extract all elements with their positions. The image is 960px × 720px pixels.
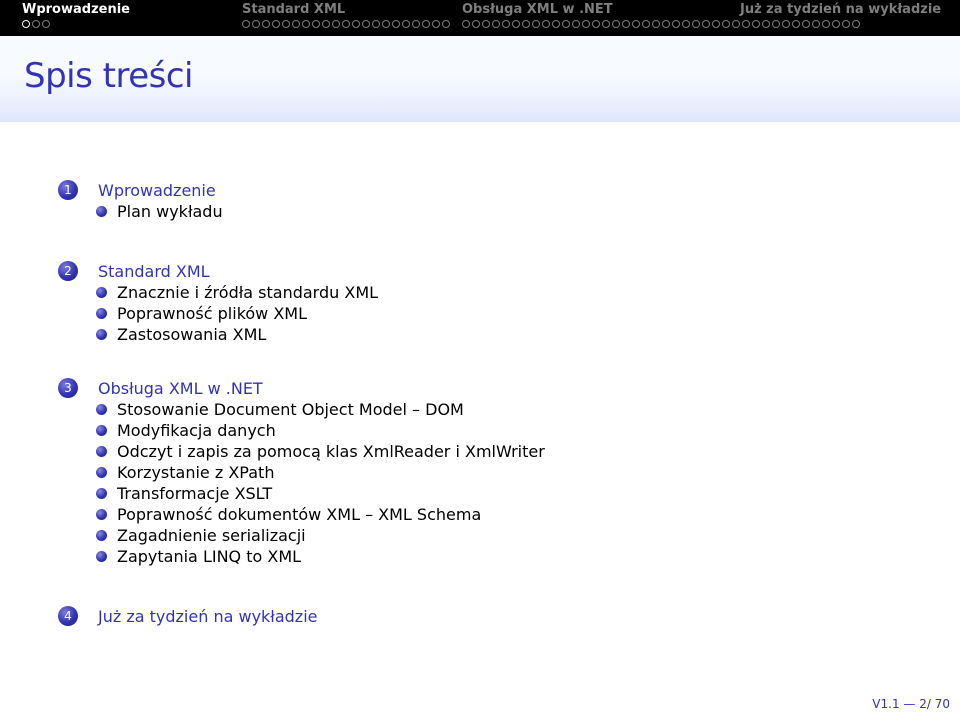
version-label: V1.1 (872, 697, 900, 711)
frame-dot[interactable] (622, 20, 630, 28)
slide-footer (872, 697, 950, 711)
toc-subsection-label[interactable]: Korzystanie z XPath (117, 463, 275, 482)
toc-section-3 (58, 377, 545, 567)
bullet-icon (96, 425, 107, 436)
toc-subsection-item[interactable] (96, 282, 378, 303)
frame-dot[interactable] (702, 20, 710, 28)
toc-section-heading[interactable] (58, 605, 318, 627)
section-navigation-bar (0, 0, 960, 36)
toc-section-1 (58, 179, 223, 222)
section-number-badge: 1 (58, 180, 78, 200)
frame-dot[interactable] (732, 20, 740, 28)
frame-dot[interactable] (832, 20, 840, 28)
toc-subsection-list (58, 282, 378, 345)
bullet-icon (96, 530, 107, 541)
frame-dot[interactable] (352, 20, 360, 28)
bullet-icon (96, 329, 107, 340)
toc-subsection-label[interactable]: Zagadnienie serializacji (117, 526, 306, 545)
frame-dot[interactable] (692, 20, 700, 28)
toc-subsection-label[interactable]: Modyfikacja danych (117, 421, 276, 440)
frame-dot[interactable] (512, 20, 520, 28)
frame-dot[interactable] (562, 20, 570, 28)
nav-section-dots (242, 20, 450, 28)
bullet-icon (96, 467, 107, 478)
toc-section-title[interactable]: Obsługa XML w .NET (98, 378, 263, 398)
section-number-badge: 4 (58, 606, 78, 626)
toc-subsection-item[interactable] (96, 483, 545, 504)
nav-section-title[interactable]: Obsługa XML w .NET (462, 2, 613, 17)
toc-subsection-item[interactable] (96, 324, 378, 345)
bullet-icon (96, 404, 107, 415)
frame-dot[interactable] (842, 20, 850, 28)
frame-dot[interactable] (672, 20, 680, 28)
frame-dot[interactable] (462, 20, 470, 28)
frame-dot[interactable] (682, 20, 690, 28)
frame-dot[interactable] (382, 20, 390, 28)
frame-dot[interactable] (812, 20, 820, 28)
toc-subsection-list (58, 201, 223, 222)
bullet-icon (96, 206, 107, 217)
frame-dot[interactable] (602, 20, 610, 28)
bullet-icon (96, 488, 107, 499)
frame-dot[interactable] (652, 20, 660, 28)
nav-section-dots (462, 20, 860, 28)
frame-dot[interactable] (282, 20, 290, 28)
toc-subsection-label[interactable]: Zapytania LINQ to XML (117, 547, 302, 566)
frame-dot[interactable] (292, 20, 300, 28)
frame-dot[interactable] (442, 20, 450, 28)
toc-subsection-item[interactable] (96, 441, 545, 462)
frame-dot[interactable] (312, 20, 320, 28)
frame-dot[interactable] (22, 20, 30, 28)
frame-dot[interactable] (722, 20, 730, 28)
toc-subsection-label[interactable]: Stosowanie Document Object Model – DOM (117, 400, 464, 419)
footer-dash: — (903, 697, 916, 711)
frame-dot[interactable] (502, 20, 510, 28)
toc-section-heading[interactable] (58, 179, 223, 201)
frame-dot[interactable] (342, 20, 350, 28)
bullet-icon (96, 446, 107, 457)
frame-dot[interactable] (332, 20, 340, 28)
frame-dot[interactable] (752, 20, 760, 28)
frame-dot[interactable] (482, 20, 490, 28)
toc-subsection-label[interactable]: Poprawność dokumentów XML – XML Schema (117, 505, 482, 524)
bullet-icon (96, 509, 107, 520)
frame-dot[interactable] (402, 20, 410, 28)
frame-dot[interactable] (582, 20, 590, 28)
toc-subsection-label[interactable]: Poprawność plików XML (117, 304, 308, 323)
frame-dot[interactable] (782, 20, 790, 28)
frame-dot[interactable] (272, 20, 280, 28)
toc-subsection-label[interactable]: Transformacje XSLT (117, 484, 273, 503)
frame-dot[interactable] (322, 20, 330, 28)
toc-subsection-label[interactable]: Znacznie i źródła standardu XML (117, 283, 379, 302)
toc-subsection-item[interactable] (96, 462, 545, 483)
frame-dot[interactable] (522, 20, 530, 28)
toc-subsection-item[interactable] (96, 420, 545, 441)
frame-dot[interactable] (802, 20, 810, 28)
toc-subsection-item[interactable] (96, 525, 545, 546)
toc-subsection-label[interactable]: Odczyt i zapis za pomocą klas XmlReader i XmlWriter (117, 442, 545, 461)
frame-dot[interactable] (632, 20, 640, 28)
frame-dot[interactable] (712, 20, 720, 28)
frame-dot[interactable] (432, 20, 440, 28)
nav-section-title[interactable]: Wprowadzenie (22, 2, 130, 17)
section-number-badge: 2 (58, 261, 78, 281)
frame-dot[interactable] (592, 20, 600, 28)
toc-subsection-item[interactable] (96, 399, 545, 420)
frame-dot[interactable] (552, 20, 560, 28)
frame-dot[interactable] (572, 20, 580, 28)
toc-subsection-item[interactable] (96, 546, 545, 567)
page-counter: 2/ 70 (919, 697, 950, 711)
toc-subsection-item[interactable] (96, 201, 223, 222)
frame-dot[interactable] (642, 20, 650, 28)
frame-dot[interactable] (302, 20, 310, 28)
toc-section-title[interactable]: Standard XML (98, 261, 210, 281)
toc-section-heading[interactable] (58, 260, 378, 282)
frame-dot[interactable] (532, 20, 540, 28)
bullet-icon (96, 308, 107, 319)
frame-dot[interactable] (242, 20, 250, 28)
toc-section-title[interactable]: Już za tydzień na wykładzie (98, 606, 318, 626)
nav-section-title[interactable]: Standard XML (242, 2, 346, 17)
bullet-icon (96, 287, 107, 298)
frame-dot[interactable] (472, 20, 480, 28)
nav-section-dots (22, 20, 50, 28)
frame-dot[interactable] (32, 20, 40, 28)
frame-dot[interactable] (542, 20, 550, 28)
frame-dot[interactable] (762, 20, 770, 28)
page-title: Spis treści (24, 56, 193, 96)
frame-title-bar (0, 36, 960, 122)
nav-section-title[interactable]: Już za tydzień na wykładzie (740, 2, 942, 17)
toc-section-heading[interactable] (58, 377, 545, 399)
toc-subsection-list (58, 399, 545, 567)
frame-dot[interactable] (262, 20, 270, 28)
frame-dot[interactable] (742, 20, 750, 28)
toc-section-4 (58, 605, 318, 627)
toc-section-title[interactable]: Wprowadzenie (98, 180, 216, 200)
toc-section-2 (58, 260, 378, 345)
frame-dot[interactable] (662, 20, 670, 28)
section-number-badge: 3 (58, 378, 78, 398)
toc-subsection-item[interactable] (96, 303, 378, 324)
bullet-icon (96, 551, 107, 562)
frame-dot[interactable] (412, 20, 420, 28)
frame-dot[interactable] (252, 20, 260, 28)
frame-dot[interactable] (362, 20, 370, 28)
toc-subsection-label[interactable]: Plan wykładu (117, 202, 223, 221)
frame-dot[interactable] (422, 20, 430, 28)
frame-dot[interactable] (492, 20, 500, 28)
frame-dot[interactable] (792, 20, 800, 28)
frame-dot[interactable] (822, 20, 830, 28)
frame-dot[interactable] (42, 20, 50, 28)
frame-dot[interactable] (392, 20, 400, 28)
frame-dot[interactable] (772, 20, 780, 28)
frame-dot[interactable] (612, 20, 620, 28)
frame-dot[interactable] (372, 20, 380, 28)
frame-dot[interactable] (852, 20, 860, 28)
toc-subsection-item[interactable] (96, 504, 545, 525)
toc-subsection-label[interactable]: Zastosowania XML (117, 325, 267, 344)
